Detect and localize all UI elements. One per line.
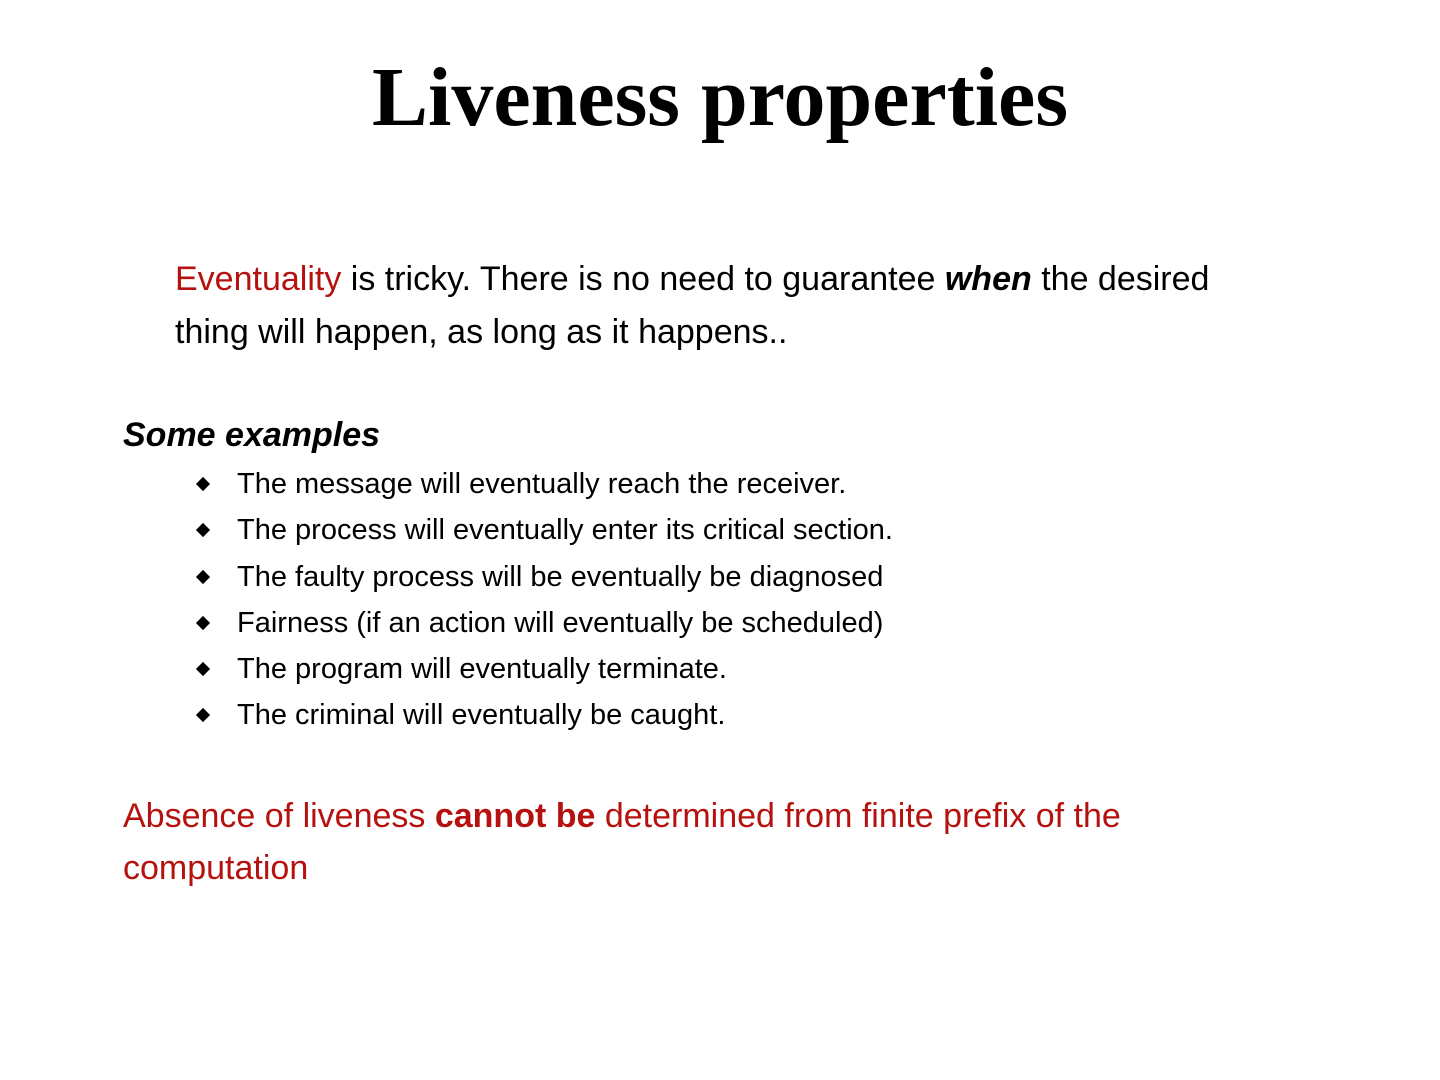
cannot-be-emphasis: cannot be [434,797,596,835]
intro-text-part-1: is tricky. There is no need to guarantee [341,260,945,298]
when-emphasis: when [944,260,1032,298]
list-item [190,461,893,507]
diamond-bullet-icon [196,662,210,676]
intro-text-part-2: the desired thing will happen, as long as it happens.. [175,260,1210,351]
examples-heading: Some examples [123,416,381,454]
conclusion-paragraph [123,790,1223,894]
list-item-text: The process will eventually enter its critical section. [237,514,893,547]
list-item [190,507,893,553]
list-item [190,554,893,600]
list-item-text: The program will eventually terminate. [237,653,727,686]
diamond-bullet-icon [196,708,210,722]
conclusion-text-part-1: Absence of liveness [123,797,435,835]
slide-title: Liveness properties [371,51,1069,144]
diamond-bullet-icon [196,570,210,584]
list-item [190,646,893,692]
list-item [190,692,893,738]
diamond-bullet-icon [196,477,210,491]
list-item-text: The message will eventually reach the receiver. [237,468,847,500]
examples-list [190,461,893,739]
list-item [190,600,893,646]
diamond-bullet-icon [196,523,210,537]
intro-paragraph [175,253,1225,359]
conclusion-text-part-2: determined from finite prefix of the computation [123,797,1121,887]
list-item-text: The criminal will eventually be caught. [237,699,726,732]
list-item-text: Fairness (if an action will eventually be scheduled) [237,606,884,639]
eventuality-term: Eventuality [175,260,342,298]
list-item-text: The faulty process will be eventually be diagnosed [237,560,884,593]
diamond-bullet-icon [196,616,210,630]
